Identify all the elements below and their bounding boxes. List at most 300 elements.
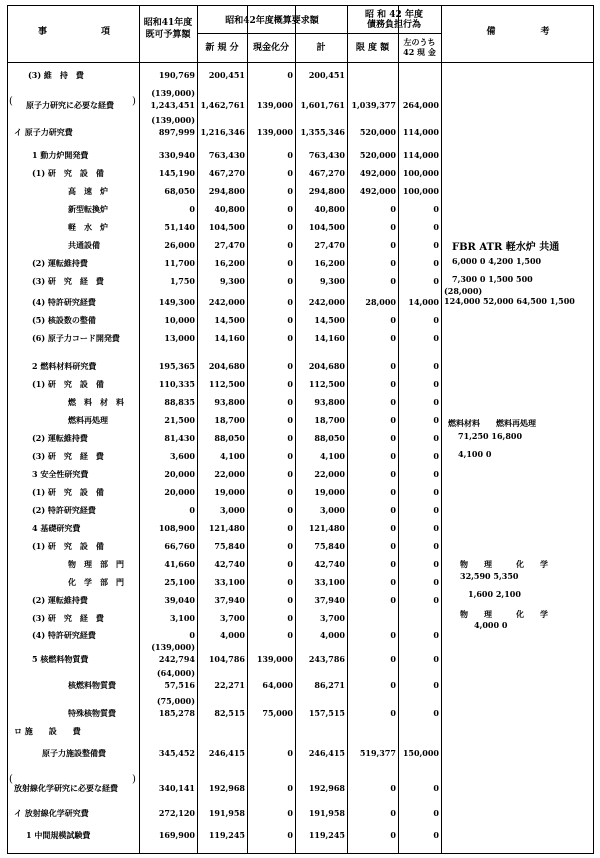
cell-limit: 0: [390, 680, 396, 690]
cell-within: 0: [433, 469, 439, 479]
cell-cash: 0: [287, 783, 293, 793]
cell-cash: 0: [287, 361, 293, 371]
cell-newv: 18,700: [214, 415, 245, 425]
cell-newv: 22,000: [214, 469, 245, 479]
header-total: 計: [316, 43, 326, 53]
cell-newv: 104,786: [208, 654, 245, 664]
cell-newv: 9,300: [219, 276, 245, 286]
cell-within: 0: [433, 595, 439, 605]
cell-limit: 0: [390, 595, 396, 605]
table-row: [8, 88, 441, 112]
cell-prev: 108,900: [158, 523, 195, 533]
cell-within: 0: [433, 433, 439, 443]
row-label: 2 燃料材料研究費: [32, 361, 97, 371]
row-label: 3 安全性研究費: [32, 469, 89, 479]
cell-total: 9,300: [319, 276, 345, 286]
table-row: [8, 238, 441, 252]
cell-cash: 0: [287, 186, 293, 196]
header-within-1: 左のうち: [403, 37, 436, 47]
cell-within: 0: [433, 830, 439, 840]
table-row: [8, 431, 441, 445]
cell-newv: 294,800: [208, 186, 245, 196]
cell-cash: 0: [287, 487, 293, 497]
table-row: [8, 611, 441, 625]
header-bottom-line: [8, 62, 593, 63]
cell-newv: 1,462,761: [200, 100, 245, 110]
cell-newv: 200,451: [208, 70, 245, 80]
cell-cash: 0: [287, 433, 293, 443]
cell-prev: 110,335: [158, 379, 195, 389]
cell-cash: 0: [287, 150, 293, 160]
header-liab-2: 債務負担行為: [366, 20, 421, 30]
cell-total: 14,500: [314, 315, 345, 325]
cell-total: 4,100: [319, 451, 345, 461]
cell-total: 19,000: [314, 487, 345, 497]
cell-newv: 1,216,346: [200, 127, 245, 137]
cell-total: 763,430: [308, 150, 345, 160]
cell-limit: 0: [390, 361, 396, 371]
cell-total: 14,160: [314, 333, 345, 343]
budget-table: [7, 5, 594, 854]
table-row: [8, 485, 441, 499]
cell-newv: 75,840: [214, 541, 245, 551]
row-label: (1) 研 究 設 備: [32, 541, 104, 551]
cell-prev: 149,300: [158, 297, 195, 307]
cell-limit: 0: [390, 559, 396, 569]
row-label: (3) 研 究 経 費: [32, 613, 104, 623]
cell-total: 42,740: [314, 559, 345, 569]
cell-total: 242,000: [308, 297, 345, 307]
cell-prev-paren: (139,000): [151, 115, 195, 125]
table-row: [8, 593, 441, 607]
cell-limit: 0: [390, 333, 396, 343]
cell-within: 0: [433, 258, 439, 268]
cell-total: 27,470: [314, 240, 345, 250]
cell-total: 104,500: [308, 222, 345, 232]
cell-within: 0: [433, 397, 439, 407]
cell-total: 1,601,761: [300, 100, 345, 110]
cell-newv: 3,000: [219, 505, 245, 515]
cell-within: 0: [433, 654, 439, 664]
cell-total: 37,940: [314, 595, 345, 605]
remark-fuel-maint: 71,250 16,800: [458, 431, 523, 441]
cell-cash: 0: [287, 451, 293, 461]
cell-prev: 20,000: [164, 469, 195, 479]
row-label: ロ 施 設 費: [14, 726, 81, 736]
cell-newv: 14,500: [214, 315, 245, 325]
cell-total: 88,050: [314, 433, 345, 443]
cell-within: 114,000: [402, 150, 439, 160]
cell-newv: 4,100: [219, 451, 245, 461]
cell-limit: 519,377: [359, 748, 396, 758]
cell-within: 0: [433, 415, 439, 425]
cell-total: 243,786: [308, 654, 345, 664]
cell-cash: 0: [287, 315, 293, 325]
cell-total: 3,000: [319, 505, 345, 515]
cell-total: 294,800: [308, 186, 345, 196]
cell-cash: 64,000: [262, 680, 293, 690]
cell-total: 16,200: [314, 258, 345, 268]
cell-cash: 0: [287, 258, 293, 268]
table-row: [8, 539, 441, 553]
cell-limit: 520,000: [359, 127, 396, 137]
cell-total: 22,000: [314, 469, 345, 479]
cell-limit: 520,000: [359, 150, 396, 160]
row-label: (3) 研 究 経 費: [32, 451, 104, 461]
cell-newv: 763,430: [208, 150, 245, 160]
cell-newv: 33,100: [214, 577, 245, 587]
cell-prev: 0: [189, 630, 195, 640]
remark-phys-maint2: 1,600 2,100: [468, 589, 521, 599]
header-new: 新 規 分: [205, 43, 239, 53]
table-row: [8, 331, 441, 345]
cell-limit: 0: [390, 415, 396, 425]
cell-prev: 3,100: [169, 613, 195, 623]
cell-cash: 0: [287, 748, 293, 758]
cell-within: 0: [433, 783, 439, 793]
table-row: [8, 781, 441, 795]
cell-cash: 139,000: [256, 100, 293, 110]
cell-prev: 11,700: [164, 258, 195, 268]
cell-cash: 0: [287, 333, 293, 343]
cell-total: 86,271: [314, 680, 345, 690]
cell-newv: 27,470: [214, 240, 245, 250]
table-row: [8, 503, 441, 517]
cell-prev: 330,940: [158, 150, 195, 160]
cell-cash: 0: [287, 808, 293, 818]
cell-newv: 246,415: [208, 748, 245, 758]
row-label: (1) 研 究 設 備: [32, 379, 104, 389]
cell-within: 0: [433, 361, 439, 371]
header-prev-1: 昭和41年度: [143, 18, 193, 28]
remark-reactor-maint: 6,000 0 4,200 1,500: [452, 256, 542, 266]
cell-within: 0: [433, 222, 439, 232]
header-sub-line: [347, 33, 441, 34]
cell-cash: 0: [287, 276, 293, 286]
cell-limit: 0: [390, 222, 396, 232]
cell-cash: 0: [287, 415, 293, 425]
row-label: (3) 研 究 経 費: [32, 276, 104, 286]
cell-total: 200,451: [308, 70, 345, 80]
table-row: [8, 313, 441, 327]
cell-cash: 75,000: [262, 708, 293, 718]
cell-within: 14,000: [408, 297, 439, 307]
cell-total: 246,415: [308, 748, 345, 758]
cell-prev-paren: (75,000): [156, 696, 195, 706]
cell-newv: 19,000: [214, 487, 245, 497]
table-row: [8, 521, 441, 535]
cell-prev: 169,900: [158, 830, 195, 840]
bracket-left: (: [9, 96, 13, 107]
cell-limit: 0: [390, 315, 396, 325]
col-divider: [441, 6, 442, 853]
cell-newv: 191,958: [208, 808, 245, 818]
cell-total: 75,840: [314, 541, 345, 551]
cell-prev: 185,278: [158, 708, 195, 718]
cell-newv: 204,680: [208, 361, 245, 371]
row-label: 1 動力炉開発費: [32, 150, 89, 160]
cell-cash: 0: [287, 630, 293, 640]
table-row: [8, 184, 441, 198]
cell-prev: 145,190: [158, 168, 195, 178]
cell-cash: 0: [287, 541, 293, 551]
cell-prev: 25,100: [164, 577, 195, 587]
cell-total: 4,000: [319, 630, 345, 640]
cell-prev: 81,430: [164, 433, 195, 443]
remark-reactor-research: 7,300 0 1,500 500: [452, 274, 533, 284]
cell-limit: 0: [390, 830, 396, 840]
cell-prev: 0: [189, 505, 195, 515]
cell-newv: 104,500: [208, 222, 245, 232]
table-row: [8, 449, 441, 463]
cell-prev: 13,000: [164, 333, 195, 343]
cell-limit: 0: [390, 469, 396, 479]
row-label: (6) 原子力コード開発費: [32, 333, 120, 343]
remark-patent-paren: (28,000): [444, 286, 483, 296]
cell-within: 0: [433, 523, 439, 533]
row-label: イ 原子力研究費: [14, 127, 73, 137]
cell-total: 112,500: [308, 379, 345, 389]
row-label: 5 核燃料物質費: [32, 654, 89, 664]
cell-newv: 467,270: [208, 168, 245, 178]
row-label: (1) 研 究 設 備: [32, 168, 104, 178]
cell-total: 121,480: [308, 523, 345, 533]
cell-limit: 0: [390, 708, 396, 718]
cell-cash: 0: [287, 469, 293, 479]
row-label: 高 速 炉: [68, 186, 108, 196]
cell-cash: 0: [287, 397, 293, 407]
cell-total: 1,355,346: [300, 127, 345, 137]
cell-limit: 492,000: [359, 168, 396, 178]
cell-within: 0: [433, 808, 439, 818]
cell-total: 204,680: [308, 361, 345, 371]
cell-prev: 1,750: [169, 276, 195, 286]
cell-prev: 3,600: [169, 451, 195, 461]
cell-cash: 0: [287, 204, 293, 214]
cell-newv: 93,800: [214, 397, 245, 407]
table-row: [8, 68, 441, 82]
row-label: 共通設備: [68, 240, 100, 250]
cell-cash: 0: [287, 523, 293, 533]
header-liab-1: 昭 和 42 年度: [365, 10, 423, 20]
table-row: [8, 642, 441, 666]
cell-total: 3,700: [319, 613, 345, 623]
cell-limit: 0: [390, 577, 396, 587]
table-row: [8, 359, 441, 373]
remark-fuel-research: 4,100 0: [458, 449, 492, 459]
cell-cash: 0: [287, 297, 293, 307]
cell-within: 0: [433, 708, 439, 718]
bracket-right: ): [132, 96, 136, 107]
cell-total: 18,700: [314, 415, 345, 425]
cell-cash: 0: [287, 595, 293, 605]
row-label: (2) 運転維持費: [32, 433, 88, 443]
cell-prev: 51,140: [164, 222, 195, 232]
header-request: 昭和42年度概算要求額: [225, 16, 319, 26]
row-label: 放射線化学研究に必要な経費: [14, 783, 118, 793]
cell-cash: 0: [287, 830, 293, 840]
table-row: [8, 696, 441, 720]
cell-limit: 0: [390, 630, 396, 640]
table-row: [8, 557, 441, 571]
cell-prev-paren: (64,000): [156, 668, 195, 678]
remark-phys-header2: 物 理 化 学: [460, 609, 548, 619]
cell-limit: 0: [390, 541, 396, 551]
cell-within: 0: [433, 204, 439, 214]
row-label: 4 基礎研究費: [32, 523, 81, 533]
cell-prev: 190,769: [158, 70, 195, 80]
cell-cash: 0: [287, 168, 293, 178]
cell-total: 157,515: [308, 708, 345, 718]
header-remarks: 備 考: [486, 27, 550, 37]
cell-prev: 345,452: [158, 748, 195, 758]
cell-within: 0: [433, 333, 439, 343]
table-row: [8, 256, 441, 270]
table-row: [8, 668, 441, 692]
cell-prev: 340,141: [158, 783, 195, 793]
cell-total: 33,100: [314, 577, 345, 587]
row-label: (4) 特許研究経費: [32, 630, 96, 640]
cell-limit: 0: [390, 654, 396, 664]
cell-limit: 0: [390, 523, 396, 533]
table-row: [8, 467, 441, 481]
cell-within: 0: [433, 240, 439, 250]
remark-phys-header1: 物 理 化 学: [460, 559, 548, 569]
cell-within: 150,000: [402, 748, 439, 758]
cell-prev: 0: [189, 204, 195, 214]
cell-within: 100,000: [402, 168, 439, 178]
cell-limit: 0: [390, 258, 396, 268]
cell-newv: 82,515: [214, 708, 245, 718]
row-label: 新型転換炉: [68, 204, 108, 214]
cell-cash: 139,000: [256, 654, 293, 664]
cell-cash: 0: [287, 577, 293, 587]
row-label: (4) 特許研究経費: [32, 297, 96, 307]
row-label: 燃 料 材 料: [68, 397, 124, 407]
cell-newv: 121,480: [208, 523, 245, 533]
cell-newv: 3,700: [219, 613, 245, 623]
cell-within: 0: [433, 451, 439, 461]
header-within-2: 42 現 金: [403, 47, 436, 57]
table-row: [8, 295, 441, 309]
row-label: 原子力施設整備費: [42, 748, 106, 758]
cell-within: 264,000: [402, 100, 439, 110]
row-label: (5) 核設数の整備: [32, 315, 96, 325]
cell-limit: 0: [390, 204, 396, 214]
cell-limit: 0: [390, 240, 396, 250]
cell-limit: 1,039,377: [351, 100, 396, 110]
cell-cash: 0: [287, 379, 293, 389]
remark-patent-vals: 124,000 52,000 64,500 1,500: [444, 296, 575, 306]
table-row: [8, 274, 441, 288]
cell-newv: 14,160: [214, 333, 245, 343]
cell-prev: 1,243,451: [150, 100, 195, 110]
cell-prev: 66,760: [164, 541, 195, 551]
row-label: (2) 特許研究経費: [32, 505, 96, 515]
cell-prev-paren: (139,000): [151, 642, 195, 652]
row-label: (1) 研 究 設 備: [32, 487, 104, 497]
cell-within: 0: [433, 577, 439, 587]
cell-within: 0: [433, 487, 439, 497]
cell-newv: 112,500: [208, 379, 245, 389]
cell-prev: 57,516: [164, 680, 195, 690]
row-label: 物 理 部 門: [68, 559, 124, 569]
cell-prev: 41,660: [164, 559, 195, 569]
cell-limit: 492,000: [359, 186, 396, 196]
header-prev-2: 既可予算額: [145, 30, 191, 40]
table-row: [8, 806, 441, 820]
cell-within: 0: [433, 379, 439, 389]
cell-prev: 195,365: [158, 361, 195, 371]
cell-newv: 22,271: [214, 680, 245, 690]
cell-newv: 88,050: [214, 433, 245, 443]
cell-limit: 0: [390, 783, 396, 793]
table-row: [8, 202, 441, 216]
cell-prev: 68,050: [164, 186, 195, 196]
cell-within: 0: [433, 680, 439, 690]
row-label: 特殊核物質費: [68, 708, 116, 718]
cell-total: 192,968: [308, 783, 345, 793]
table-row: [8, 828, 441, 842]
header-cash: 現金化分: [252, 43, 289, 53]
cell-cash: 0: [287, 613, 293, 623]
cell-prev: 272,120: [158, 808, 195, 818]
bracket-left: (: [9, 774, 13, 785]
cell-newv: 42,740: [214, 559, 245, 569]
table-row: [8, 628, 441, 642]
table-row: [8, 395, 441, 409]
table-row: [8, 148, 441, 162]
row-label: (2) 運転維持費: [32, 258, 88, 268]
row-label: 核燃料物質費: [68, 680, 116, 690]
cell-newv: 40,800: [214, 204, 245, 214]
cell-total: 467,270: [308, 168, 345, 178]
cell-total: 119,245: [308, 830, 345, 840]
cell-cash: 0: [287, 505, 293, 515]
bracket-right: ): [132, 774, 136, 785]
row-label: (3) 維 持 費: [28, 70, 84, 80]
table-row: [8, 746, 441, 760]
cell-within: 0: [433, 276, 439, 286]
cell-prev: 39,040: [164, 595, 195, 605]
cell-limit: 28,000: [365, 297, 396, 307]
header-limit: 限 度 額: [355, 43, 390, 53]
row-label: (2) 運転維持費: [32, 595, 88, 605]
cell-cash: 0: [287, 559, 293, 569]
cell-total: 191,958: [308, 808, 345, 818]
remark-phys-research: 4,000 0: [474, 620, 508, 630]
cell-prev: 10,000: [164, 315, 195, 325]
row-label: イ 放射線化学研究費: [14, 808, 89, 818]
cell-prev-paren: (139,000): [151, 88, 195, 98]
cell-within: 0: [433, 630, 439, 640]
cell-prev: 21,500: [164, 415, 195, 425]
cell-cash: 0: [287, 70, 293, 80]
cell-cash: 0: [287, 222, 293, 232]
row-label: 軽 水 炉: [68, 222, 108, 232]
table-row: [8, 166, 441, 180]
row-label: 原子力研究に必要な経費: [26, 100, 114, 110]
remark-reactor-header: FBR ATR 軽水炉 共通: [452, 242, 560, 253]
table-row: [8, 220, 441, 234]
cell-within: 100,000: [402, 186, 439, 196]
cell-cash: 139,000: [256, 127, 293, 137]
cell-newv: 192,968: [208, 783, 245, 793]
header-item: 事 項: [37, 27, 110, 37]
cell-limit: 0: [390, 379, 396, 389]
cell-limit: 0: [390, 397, 396, 407]
row-label: 燃料再処理: [68, 415, 108, 425]
